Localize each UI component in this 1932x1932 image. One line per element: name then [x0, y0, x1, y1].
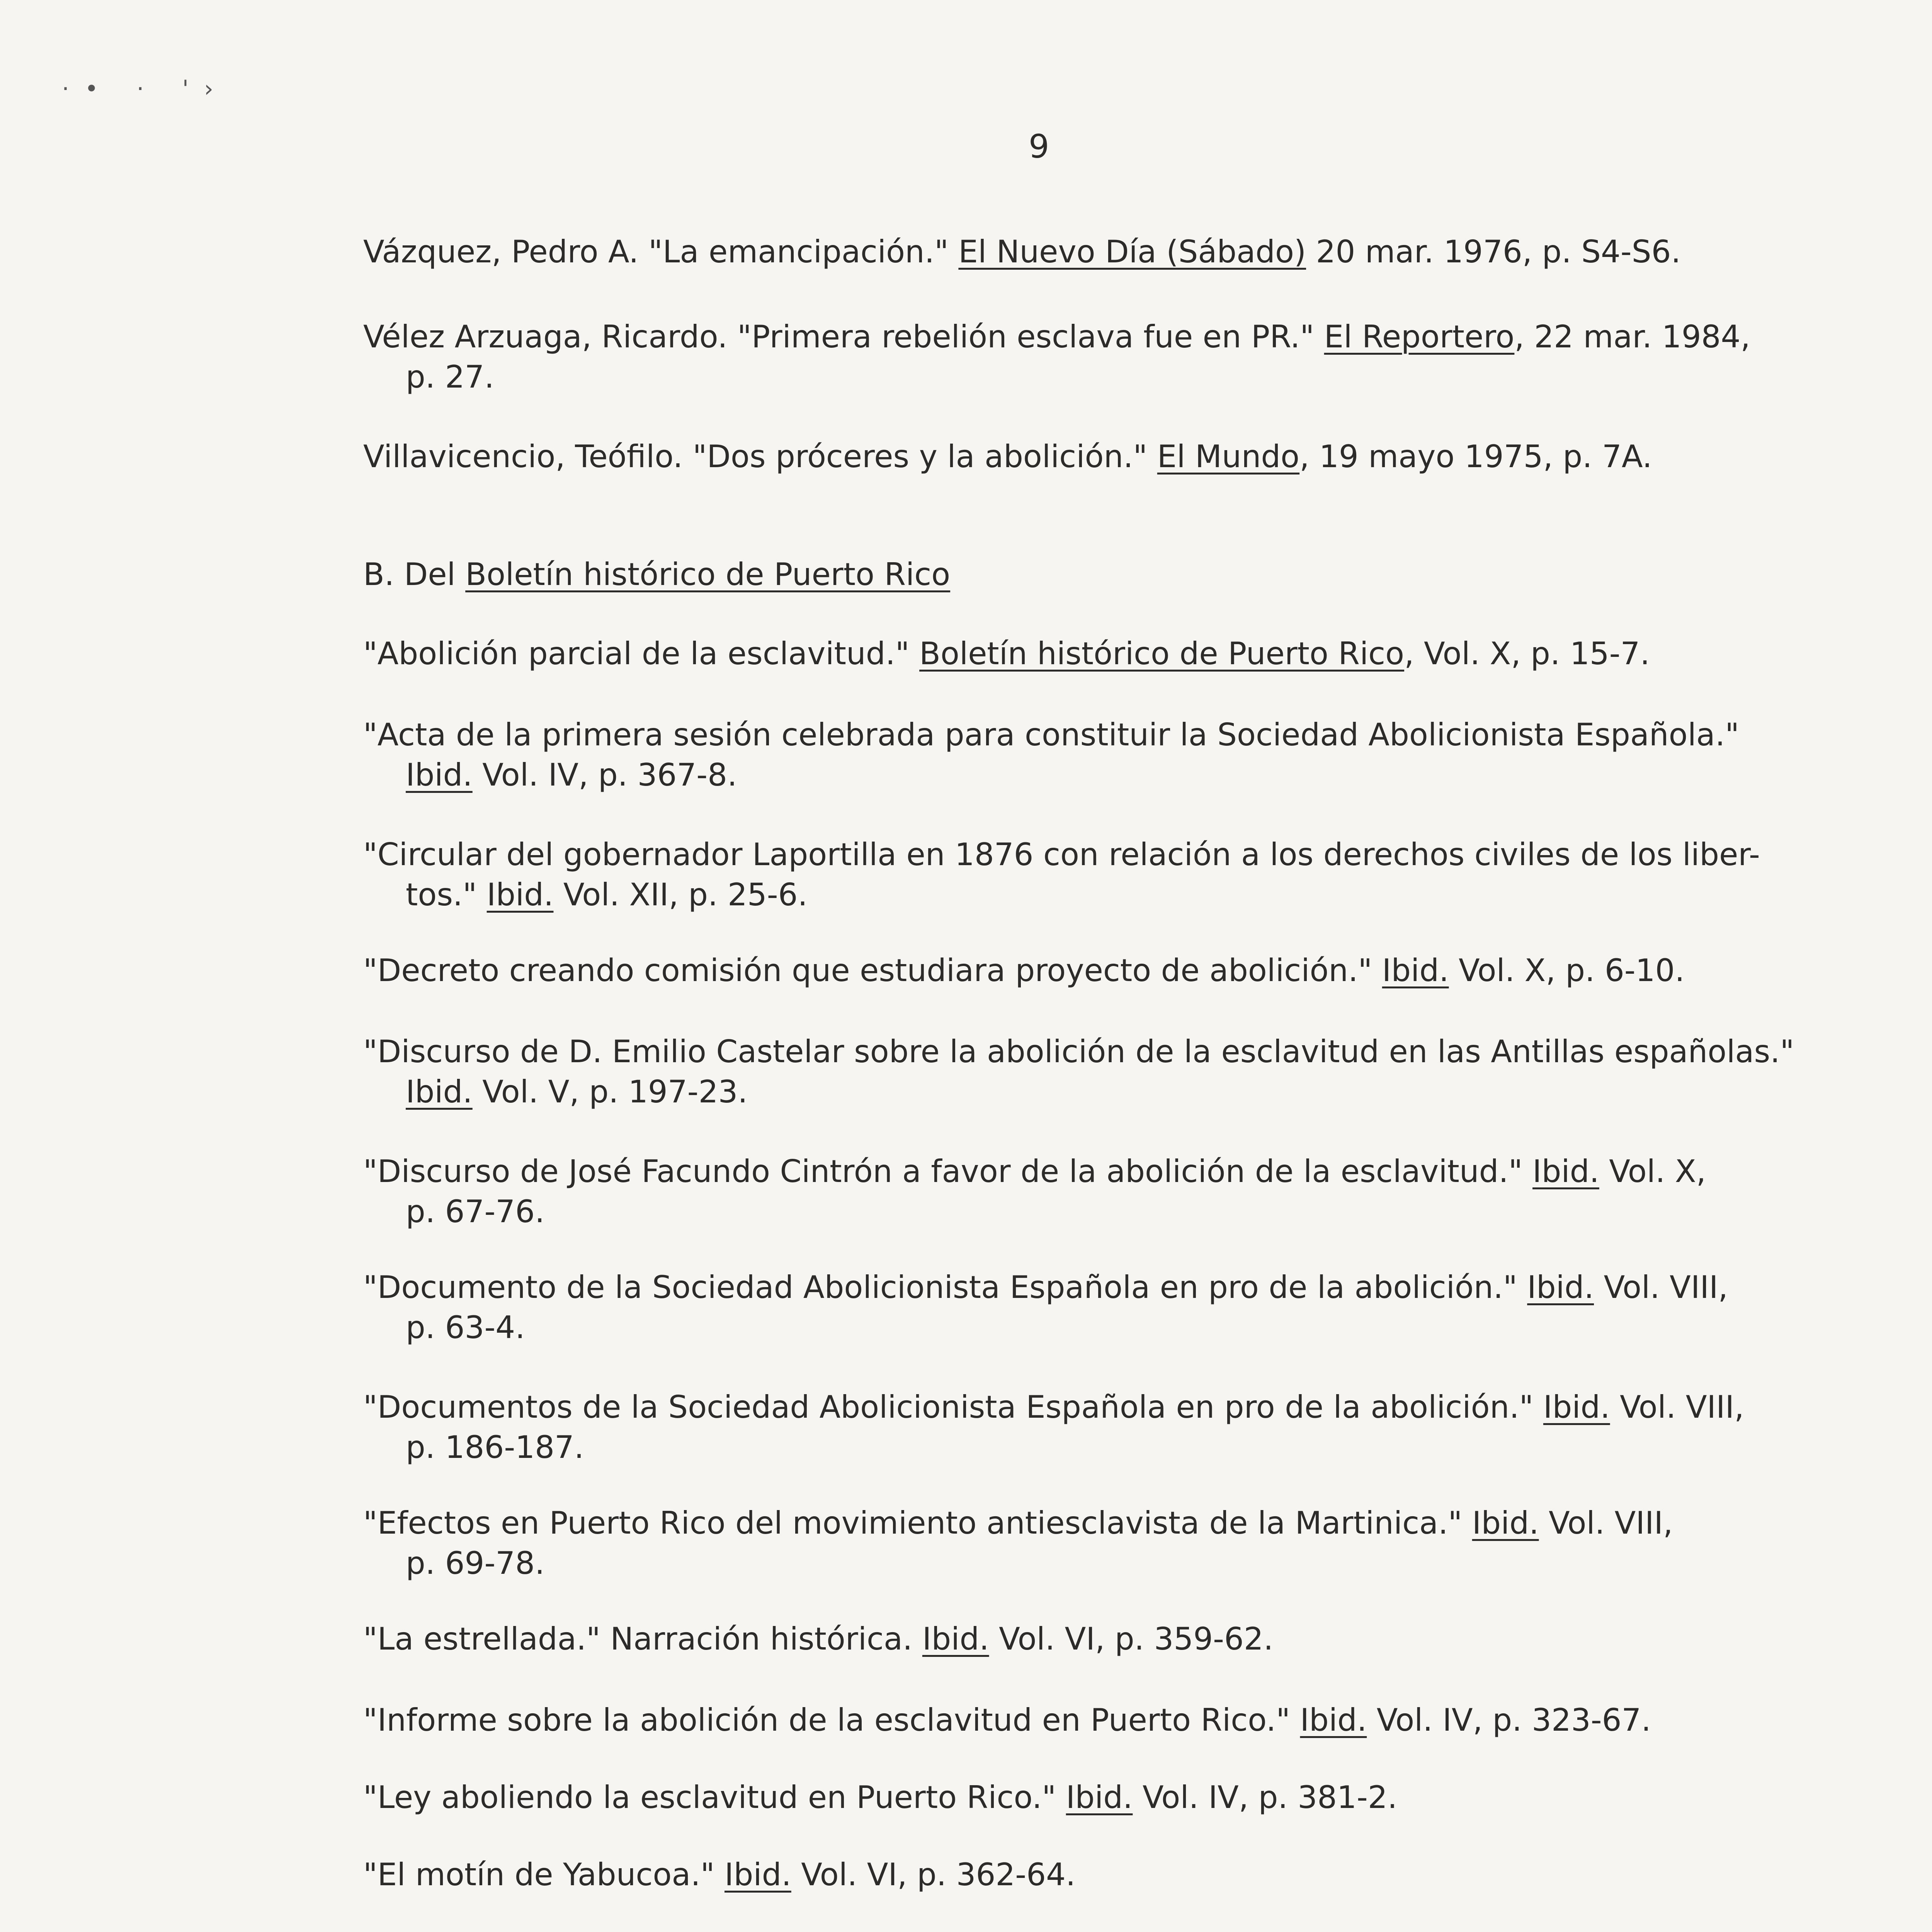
bib-entry-b10 [363, 1619, 1862, 1659]
entry-details: Vol. VIII, [1610, 1389, 1744, 1425]
entry-text: "Efectos en Puerto Rico del movimiento antiesclavista de la Martinica." [363, 1505, 1472, 1541]
entry-source: Ibid. [406, 757, 473, 793]
entry-details: , 19 mayo 1975, p. 7A. [1299, 439, 1652, 474]
entry-continuation: p. 27. [406, 359, 494, 395]
bib-entry-villavicencio [363, 437, 1862, 477]
bib-entry-b1 [363, 634, 1862, 674]
entry-text: "El motín de Yabucoa." [363, 1857, 724, 1893]
entry-source: El Reportero [1324, 319, 1515, 355]
entry-text: "Decreto creando comisión que estudiara proyecto de abolición." [363, 952, 1382, 988]
entry-source: Ibid. [724, 1857, 791, 1893]
entry-text: "Abolición parcial de la esclavitud." [363, 636, 920, 672]
entry-source: Ibid. [406, 1074, 473, 1110]
entry-text: "Discurso de D. Emilio Castelar sobre la abolición de la esclavitud en las Antillas españolas." [363, 1034, 1794, 1070]
section-prefix: B. Del [363, 556, 466, 592]
entry-source: Ibid. [1532, 1153, 1599, 1189]
entry-text: "Circular del gobernador Laportilla en 1876 con relación a los derechos civiles de los liber- [363, 837, 1760, 872]
bib-entry-b6 [363, 1151, 1862, 1232]
entry-details: Vol. V, p. 197-23. [472, 1074, 748, 1110]
entry-details: , Vol. X, p. 15-7. [1404, 636, 1650, 672]
entry-source: Ibid. [1527, 1269, 1594, 1305]
bib-entry-b11 [363, 1700, 1862, 1740]
entry-source: El Nuevo Día (Sábado) [958, 234, 1306, 270]
entry-continuation: p. 69-78. [406, 1545, 545, 1581]
entry-details: Vol. X, p. 6-10. [1449, 952, 1685, 988]
entry-source: Ibid. [1066, 1779, 1133, 1815]
bib-entry-b5 [363, 1032, 1862, 1112]
entry-continuation: p. 186-187. [406, 1429, 584, 1465]
entry-text: "Informe sobre la abolición de la esclavitud en Puerto Rico." [363, 1702, 1300, 1738]
entry-text: "Documentos de la Sociedad Abolicionista Española en pro de la abolición." [363, 1389, 1543, 1425]
entry-text: "Ley aboliendo la esclavitud en Puerto Rico." [363, 1779, 1066, 1815]
entry-text: "Discurso de José Facundo Cintrón a favor de la abolición de la esclavitud." [363, 1153, 1533, 1189]
bib-entry-vazquez [363, 232, 1862, 272]
bib-entry-b8 [363, 1387, 1862, 1468]
entry-source: Ibid. [1382, 952, 1449, 988]
entry-source: Ibid. [1300, 1702, 1367, 1738]
bib-entry-b3 [363, 835, 1862, 915]
entry-details: , 22 mar. 1984, [1514, 319, 1750, 355]
entry-details: Vol. IV, p. 367-8. [472, 757, 737, 793]
entry-text: "La estrellada." Narración histórica. [363, 1621, 922, 1657]
entry-details: Vol. VI, p. 362-64. [791, 1857, 1076, 1893]
entry-details: Vol. VI, p. 359-62. [989, 1621, 1274, 1657]
entry-source: El Mundo [1157, 439, 1300, 474]
bib-entry-b9 [363, 1503, 1862, 1583]
bib-entry-velez [363, 317, 1862, 397]
section-title: Boletín histórico de Puerto Rico [465, 556, 951, 592]
entry-source: Boletín histórico de Puerto Rico [919, 636, 1405, 672]
entry-source: Ibid. [1472, 1505, 1539, 1541]
entry-text: Vélez Arzuaga, Ricardo. "Primera rebelión esclava fue en PR." [363, 319, 1324, 355]
bib-entry-b12 [363, 1777, 1862, 1818]
page-number: 9 [1029, 128, 1050, 165]
bib-entry-b4 [363, 951, 1862, 991]
entry-source: Ibid. [1543, 1389, 1610, 1425]
bib-entry-b2 [363, 715, 1862, 795]
entry-source: Ibid. [922, 1621, 989, 1657]
entry-text: Villavicencio, Teófilo. "Dos próceres y la abolición." [363, 439, 1157, 474]
entry-details: Vol. IV, p. 381-2. [1133, 1779, 1398, 1815]
entry-text-cont: tos." [406, 877, 487, 913]
entry-continuation: p. 67-76. [406, 1194, 545, 1230]
bib-entry-b7 [363, 1267, 1862, 1348]
entry-details: 20 mar. 1976, p. S4-S6. [1306, 234, 1681, 270]
bib-entry-b13 [363, 1855, 1862, 1895]
entry-details: Vol. IV, p. 323-67. [1367, 1702, 1651, 1738]
section-heading [363, 554, 950, 595]
entry-details: Vol. VIII, [1539, 1505, 1673, 1541]
entry-source: Ibid. [486, 877, 554, 913]
entry-text: "Documento de la Sociedad Abolicionista Española en pro de la abolición." [363, 1269, 1527, 1305]
entry-text: "Acta de la primera sesión celebrada para constituir la Sociedad Abolicionista Española." [363, 717, 1740, 753]
entry-details: Vol. X, [1599, 1153, 1706, 1189]
entry-continuation: p. 63-4. [406, 1310, 525, 1345]
entry-details: Vol. XII, p. 25-6. [553, 877, 808, 913]
entry-details: Vol. VIII, [1594, 1269, 1728, 1305]
entry-text: Vázquez, Pedro A. "La emancipación." [363, 234, 959, 270]
stray-marks: ·• · '› [62, 75, 229, 102]
